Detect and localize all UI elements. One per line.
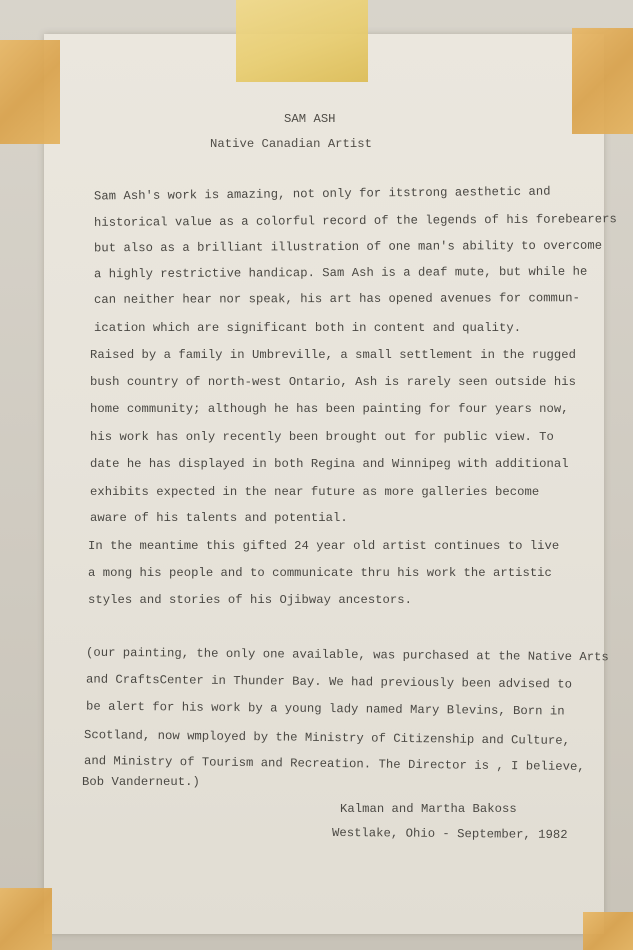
body-line: a highly restrictive handicap. Sam Ash is a deaf mute, but while he: [93, 264, 588, 282]
body-line: In the meantime this gifted 24 year old artist continues to live: [88, 539, 560, 553]
body-line: can neither hear nor speak, his art has opened avenues for commun-: [93, 291, 581, 307]
body-line: Sam Ash's work is amazing, not only for itstrong aesthetic and: [93, 184, 551, 204]
body-line: Raised by a family in Umbreville, a small settlement in the rugged: [90, 348, 577, 362]
body-line: date he has displayed in both Regina and Winnipeg with additional: [90, 457, 569, 471]
body-line: aware of his talents and potential.: [90, 511, 348, 525]
body-line: ication which are significant both in content and quality.: [94, 321, 522, 335]
document-title: SAM ASH: [284, 112, 336, 126]
tape-left: [0, 40, 60, 144]
signature: Kalman and Martha Bakoss: [340, 802, 517, 816]
body-line: Bob Vanderneut.): [82, 775, 200, 789]
body-line: a mong his people and to communicate thru his work the artistic: [88, 566, 552, 580]
body-line: Scotland, now wmployed by the Ministry of Citizenship and Culture,: [83, 728, 571, 748]
body-line: styles and stories of his Ojibway ancestors.: [88, 593, 413, 607]
paper-sheet: [44, 34, 604, 934]
body-line: but also as a brilliant illustration of one man's ability to overcome: [93, 238, 603, 256]
tape-bottom-left: [0, 888, 52, 950]
body-line: and Ministry of Tourism and Recreation. The Director is , I believe,: [83, 753, 585, 775]
body-line: and CraftsCenter in Thunder Bay. We had previously been advised to: [85, 672, 573, 692]
body-line: his work has only recently been brought out for public view. To: [90, 430, 554, 444]
tape-right: [572, 28, 633, 134]
document-subtitle: Native Canadian Artist: [210, 137, 373, 151]
tape-top: [236, 0, 368, 82]
body-line: be alert for his work by a young lady named Mary Blevins, Born in: [85, 699, 565, 719]
body-line: home community; although he has been painting for four years now,: [90, 402, 569, 416]
body-line: bush country of north-west Ontario, Ash is rarely seen outside his: [90, 375, 577, 389]
body-line: (our painting, the only one available, was purchased at the Native Arts: [85, 645, 609, 665]
place-date: Westlake, Ohio - September, 1982: [331, 825, 568, 843]
body-line: exhibits expected in the near future as more galleries become: [90, 485, 540, 499]
tape-bottom-right: [583, 912, 633, 950]
body-line: historical value as a colorful record of the legends of his forebearers: [93, 212, 617, 230]
